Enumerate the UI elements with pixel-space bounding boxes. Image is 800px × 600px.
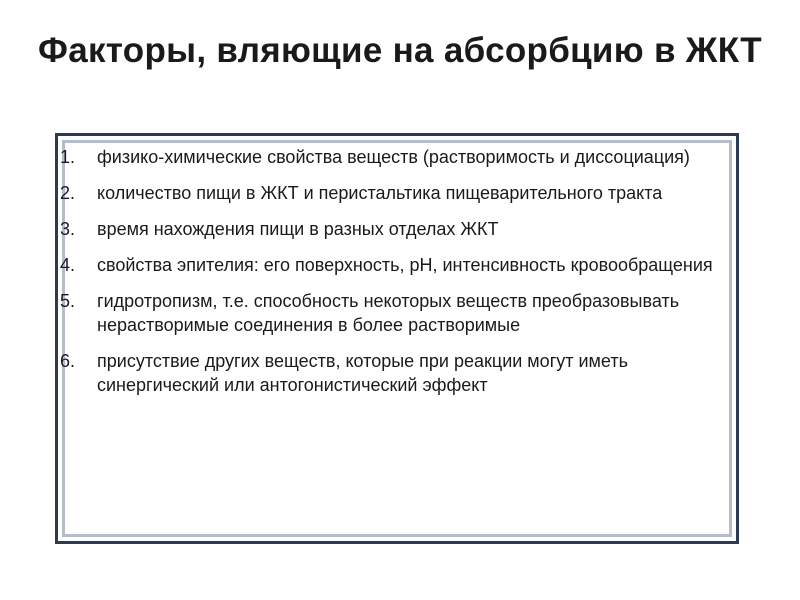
factor-text: время нахождения пищи в разных отделах ЖКТ xyxy=(97,219,499,239)
factor-item-6 xyxy=(60,349,730,397)
factor-item-4 xyxy=(60,253,730,277)
factor-text: гидротропизм, т.е. способность некоторых веществ преобразовывать нерастворимые соединения в более растворимые xyxy=(97,291,680,335)
factor-text: присутствие других веществ, которые при реакции могут иметь синергический или антогонистический эффект xyxy=(97,351,628,395)
factor-number: 1. xyxy=(60,147,76,167)
factor-number: 2. xyxy=(60,183,76,203)
factor-item-3 xyxy=(60,217,730,241)
factor-text: количество пищи в ЖКТ и перистальтика пищеварительного тракта xyxy=(97,183,663,203)
factor-item-2 xyxy=(60,181,730,205)
factor-text: физико-химические свойства веществ (растворимость и диссоциация) xyxy=(97,147,690,167)
factor-number: 4. xyxy=(60,255,76,275)
factor-item-1 xyxy=(60,145,730,169)
factor-number: 6. xyxy=(60,351,76,371)
factor-number: 3. xyxy=(60,219,76,239)
factor-number: 5. xyxy=(60,291,76,311)
factor-text: свойства эпителия: его поверхность, pH, интенсивность кровообращения xyxy=(97,255,713,275)
slide-title: Факторы, вляющие на абсорбцию в ЖКТ xyxy=(38,31,762,70)
factor-item-5 xyxy=(60,289,730,337)
factor-list xyxy=(60,145,730,409)
